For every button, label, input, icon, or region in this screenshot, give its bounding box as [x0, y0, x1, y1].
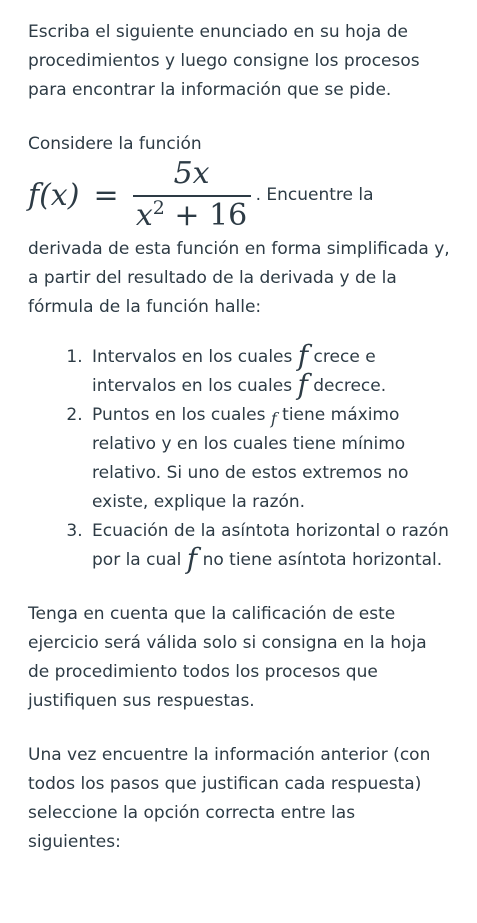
- formula-lhs: f(x): [28, 177, 80, 213]
- spacer: [28, 105, 453, 130]
- formula-equals: =: [93, 177, 119, 213]
- closing-paragraph: Una vez encuentre la información anterior (con todos los pasos que justifican cada respuesta) seleccione la opción correcta entre las siguientes:: [28, 745, 431, 852]
- formula-denominator: [136, 197, 247, 233]
- function-symbol: f: [297, 339, 309, 372]
- item-text: no tiene asíntota horizontal.: [197, 550, 443, 570]
- function-symbol: f: [186, 542, 198, 575]
- denominator-rest: + 16: [174, 198, 248, 233]
- item-text: Puntos en los cuales: [92, 405, 271, 425]
- denominator-base: x: [135, 198, 153, 233]
- intro-paragraph: Escriba el siguiente enunciado en su hoja de procedimientos y luego consigne los procesos para encontrar la información que se pide.: [28, 22, 420, 100]
- spacer: [28, 575, 453, 600]
- list-item: [88, 339, 453, 401]
- list-item: [88, 401, 453, 517]
- item-text: crece e intervalos en los cuales: [92, 347, 376, 396]
- item-text: decrece.: [307, 376, 387, 396]
- formula-fraction: [133, 157, 251, 233]
- list-item: [88, 517, 453, 575]
- question-body: [28, 18, 453, 857]
- formula-numerator: [166, 157, 218, 195]
- function-symbol: f: [270, 409, 277, 428]
- task-list: [28, 339, 453, 575]
- consider-text: Considere la función: [28, 134, 202, 154]
- task-list-wrapper: [28, 339, 453, 575]
- note-paragraph: Tenga en cuenta que la calificación de este ejercicio será válida solo si consigna en la hoja de procedimiento todos los procesos que justifiquen sus respuestas.: [28, 604, 427, 711]
- item-text: Ecuación de la asíntota horizontal o razón por la cual: [92, 521, 449, 570]
- function-formula: [28, 155, 453, 235]
- item-text: tiene máximo relativo y en los cuales tiene mínimo relativo. Si uno de estos extremos no existe, explique la razón.: [92, 405, 409, 512]
- formula-expression: [28, 157, 254, 233]
- derivative-paragraph: derivada de esta función en forma simplificada y, a partir del resultado de la derivada y de la fórmula de la función halle:: [28, 239, 450, 317]
- function-symbol: f: [297, 368, 308, 401]
- spacer: [28, 716, 453, 741]
- item-text: Intervalos en los cuales: [92, 347, 298, 367]
- formula-after-text: . Encuentre la: [255, 184, 374, 205]
- numerator-text: 5x: [173, 156, 210, 191]
- denominator-exponent: 2: [152, 197, 165, 219]
